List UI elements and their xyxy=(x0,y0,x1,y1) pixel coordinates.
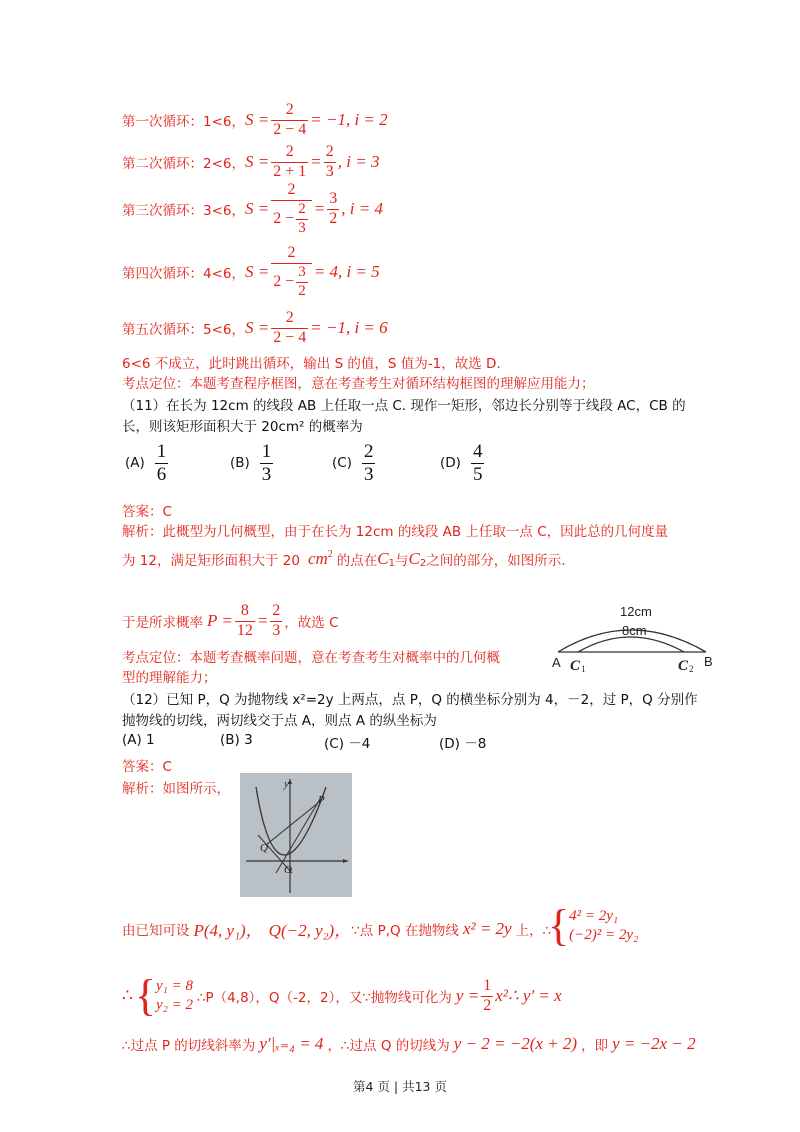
solution-text: 上，∴ xyxy=(515,922,552,939)
frac-num: 2 xyxy=(287,244,296,261)
frac-num: 2 xyxy=(325,143,334,160)
frac-den: 2 xyxy=(483,996,492,1014)
fraction xyxy=(327,191,339,228)
fraction xyxy=(270,603,282,640)
fraction xyxy=(471,442,485,485)
frac-num: 8 xyxy=(240,602,249,619)
loop-line-3: 第三次循环：3<6， S = 2 2 − $\frac{2}{3}$ = $\frac{3}{2}$ , i = 4 xyxy=(122,181,383,236)
label-p: P xyxy=(318,794,325,806)
frac-den: 3 xyxy=(363,463,374,485)
math-expr: S = xyxy=(245,262,270,282)
loop-line-4 xyxy=(122,245,380,299)
equation: (−2)² = 2y₂ xyxy=(569,927,639,943)
frac-num: 1 xyxy=(261,441,272,462)
q11-stem-line2: 长，则该矩形面积大于 20cm² 的概率为 xyxy=(122,419,363,435)
math-expr: , i = 4 xyxy=(341,199,383,219)
frac-den: 3 xyxy=(272,621,281,639)
page-footer: 第4 页 | 共13 页 xyxy=(353,1079,447,1094)
solution-text: ，∴过点 Q 的切线为 xyxy=(327,1038,450,1054)
q11-analysis-line2 xyxy=(122,549,566,569)
solution-line-1 xyxy=(122,916,551,941)
loop-label: 第一次循环：1<6， xyxy=(122,114,245,131)
fraction xyxy=(271,182,312,236)
fraction xyxy=(271,310,308,347)
label-y: y xyxy=(284,778,289,790)
brace-icon: { xyxy=(134,971,156,1020)
option-label: (D) xyxy=(440,455,461,472)
loop-line-1 xyxy=(122,102,388,139)
fraction xyxy=(481,978,493,1015)
frac-num: 3 xyxy=(329,189,338,207)
label-12cm: 12cm xyxy=(620,604,652,619)
q11-answer: 答案：C xyxy=(122,504,172,520)
frac-den: 12 xyxy=(236,621,253,639)
frac-den: 6 xyxy=(156,463,167,485)
fraction xyxy=(362,442,376,485)
q12-analysis: 解析：如图所示， xyxy=(122,781,230,797)
q11-option-c xyxy=(332,442,377,485)
equation: y₁ = 8 xyxy=(155,978,193,995)
option-label: (B) xyxy=(230,455,250,472)
solution-line-2 xyxy=(122,971,562,1020)
frac-den: 2 xyxy=(329,209,338,227)
label-b: B xyxy=(704,654,713,669)
frac-num: 3 xyxy=(298,263,306,280)
q12-option-b: (B) 3 xyxy=(220,732,253,748)
den-pre: 2 − xyxy=(273,272,295,290)
loop-end-text: 6<6 不成立，此时跳出循环，输出 S 的值，S 值为-1，故选 D. xyxy=(122,356,501,372)
math-expr: y − 2 = −2(x + 2) xyxy=(453,1034,578,1053)
math-expr: P = xyxy=(207,611,233,631)
loop-line-2: 第二次循环：2<6， S = $\frac{2}{2 + 1}$ = $\frac{2}{3}$ , i = 3 xyxy=(122,143,380,180)
solution-text: 由已知可设 xyxy=(122,922,190,939)
math-expr: S = xyxy=(245,199,270,219)
knowledge-point-1: 考点定位：本题考查程序框图，意在考查考生对循环结构框图的理解应用能力； xyxy=(122,376,595,392)
q11-point-line2: 型的理解能力； xyxy=(122,670,217,686)
q11-analysis-line1: 解析：此概型为几何概型，由于在长为 12cm 的线段 AB 上任取一点 C，因此总的几何度量 xyxy=(122,524,669,540)
q12-answer: 答案：C xyxy=(122,759,172,775)
math-expr: S = xyxy=(245,152,270,172)
therefore-symbol: ∴ xyxy=(122,986,133,1005)
frac-num: 2 xyxy=(298,200,306,217)
math-expr: S = xyxy=(245,318,270,338)
loop-label: 第三次循环：3<6， xyxy=(122,203,245,220)
frac-num: 4 xyxy=(472,441,483,462)
frac-num: 2 xyxy=(285,309,294,326)
frac-num: 1 xyxy=(483,976,492,994)
frac-den xyxy=(271,200,312,237)
q12-option-a: (A) 1 xyxy=(122,732,155,748)
fraction xyxy=(271,144,308,181)
solution-line-3 xyxy=(122,1034,696,1054)
analysis-text: 的点在 xyxy=(336,553,378,569)
frac-num: 2 xyxy=(287,181,296,198)
frac-den: 2 − 4 xyxy=(273,328,307,346)
unit: cm xyxy=(307,549,328,568)
label-c2: C xyxy=(678,658,689,672)
frac-den: 2 − 4 xyxy=(273,120,307,138)
label-c2-sub: 2 xyxy=(689,664,694,672)
frac-num: 2 xyxy=(285,101,294,118)
point-c2: C xyxy=(408,549,420,568)
frac-num: 2 xyxy=(272,602,281,619)
math-expr: = −1, i = 6 xyxy=(310,318,388,338)
q11-option-d xyxy=(440,442,486,485)
math-expr: x² = 2y xyxy=(462,918,512,938)
analysis-text: ，故选 C xyxy=(284,615,339,632)
segment-diagram xyxy=(548,600,718,672)
loop-line-5 xyxy=(122,310,388,347)
option-label: (A) xyxy=(125,455,145,472)
frac-den: 3 xyxy=(261,463,272,485)
loop-label: 第二次循环：2<6， xyxy=(122,156,245,173)
loop-label: 第五次循环：5<6， xyxy=(122,322,245,339)
point-c1: C xyxy=(377,549,389,568)
equation-system xyxy=(156,977,193,1015)
q11-option-b xyxy=(230,442,275,485)
q11-point-line1: 考点定位：本题考查概率问题，意在考查考生对概率中的几何概 xyxy=(122,650,500,666)
system-1 xyxy=(548,901,639,950)
equation: 4² = 2y₁ xyxy=(569,908,619,925)
loop-label: 第四次循环：4<6， xyxy=(122,266,245,283)
math-expr: = −1, i = 2 xyxy=(310,110,388,130)
frac-den xyxy=(271,263,312,300)
analysis-text: 为 12，满足矩形面积大于 20 xyxy=(122,553,300,569)
equation-system xyxy=(569,907,638,945)
solution-text: ∵点 P,Q 在抛物线 xyxy=(351,922,459,939)
subscript: 2 xyxy=(419,558,427,569)
q12-stem-line1: （12）已知 P，Q 为抛物线 x²=2y 上两点，点 P，Q 的横坐标分别为 4，－2，过 P，Q 分别作 xyxy=(122,692,698,708)
math-expr: = 4, i = 5 xyxy=(313,262,380,282)
math-expr: , i = 3 xyxy=(337,152,380,172)
fraction xyxy=(260,442,274,485)
q12-stem-line2: 抛物线的切线，两切线交于点 A，则点 A 的纵坐标为 xyxy=(122,713,437,729)
label-c1: C xyxy=(570,658,581,672)
fraction xyxy=(324,144,336,181)
math-expr: y = −2x − 2 xyxy=(612,1034,696,1053)
frac-num: 2 xyxy=(285,143,294,160)
math-expr: S = xyxy=(245,110,270,130)
q12-option-d: (D) －8 xyxy=(439,736,487,752)
analysis-text: 与 xyxy=(395,553,409,569)
brace-icon: { xyxy=(548,901,570,950)
frac-num: 2 xyxy=(363,441,374,462)
solution-text: ，即 xyxy=(581,1038,609,1054)
parabola-graph xyxy=(240,773,352,897)
frac-num: 1 xyxy=(156,441,167,462)
math-expr: y′|ₓ₌₄ = 4 xyxy=(259,1034,324,1053)
analysis-text: 于是所求概率 xyxy=(122,615,203,632)
solution-text: ∴P（4,8），Q（-2，2），又∵抛物线可化为 xyxy=(196,990,452,1006)
label-q: Q xyxy=(260,842,268,854)
q12-option-c: (C) －4 xyxy=(324,736,371,752)
math-expr: Q(−2, y₂)， xyxy=(268,921,352,940)
q11-option-a xyxy=(125,442,170,485)
label-c1-sub: 1 xyxy=(581,664,586,672)
math-expr: y = xyxy=(455,986,480,1005)
q11-stem-line1: （11）在长为 12cm 的线段 AB 上任取一点 C. 现作一矩形，邻边长分别等于线段 AC，CB 的 xyxy=(122,398,686,414)
frac-den: 3 xyxy=(325,162,334,180)
option-label: (C) xyxy=(332,455,352,472)
fraction xyxy=(235,603,255,640)
fraction xyxy=(155,442,169,485)
label-o: O xyxy=(284,864,292,876)
inner-arc xyxy=(578,637,684,652)
analysis-text: 之间的部分，如图所示. xyxy=(426,553,566,569)
q11-probability-line: 于是所求概率 P = $\frac{8}{12}$ = $\frac{2}{3}$ ，故选 C xyxy=(122,602,339,639)
fraction xyxy=(271,102,308,139)
frac-den: 3 xyxy=(298,219,306,236)
math-expr: x²∴ y′ = x xyxy=(495,986,562,1005)
frac-den: 2 xyxy=(298,282,306,299)
frac-den: 5 xyxy=(472,463,483,485)
solution-text: ∴过点 P 的切线斜率为 xyxy=(122,1038,256,1054)
den-pre: 2 − xyxy=(273,209,295,227)
equation: y₂ = 2 xyxy=(155,997,193,1013)
frac-den: 2 + 1 xyxy=(273,162,307,180)
subscript: 1 xyxy=(388,558,395,569)
fraction xyxy=(271,245,312,299)
label-a: A xyxy=(552,655,561,670)
math-expr: P(4, y₁)， xyxy=(193,921,263,940)
unit-exponent: 2 xyxy=(327,549,333,560)
label-8cm: 8cm xyxy=(622,623,647,638)
